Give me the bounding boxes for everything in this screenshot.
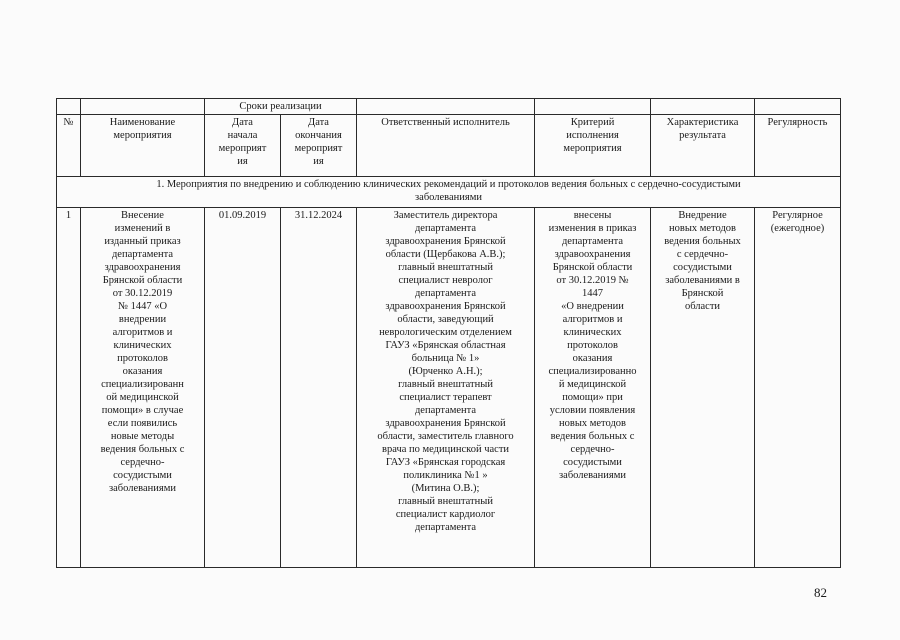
empty-cell [81,99,205,115]
header-criterion: Критерий исполнения мероприятия [535,115,651,177]
empty-cell [651,99,755,115]
column-header-row [57,115,841,177]
header-executor: Ответственный исполнитель [357,115,535,177]
header-end-date: Дата окончания мероприят ия [281,115,357,177]
row-name: Внесение изменений в изданный приказ департамента здравоохранения Брянской области от 30.12.2019 № 1447 «О внедрении алгоритмов и клинических протоколов оказания специализированн ой медицинской помощи» в случае если появились новые методы ведения больных с сердечно- сосудистыми заболеваниями [81,208,205,568]
table-row [57,208,841,568]
empty-cell [57,99,81,115]
row-executor: Заместитель директора департамента здравоохранения Брянской области (Щербакова А.В.); главный внештатный специалист невролог департамента здравоохранения Брянской области, заведующий неврологическим отделением ГАУЗ «Брянская областная больница № 1» (Юрченко А.Н.); главный внештатный специалист терапевт департамента здравоохранения Брянской области, заместитель главного врача по медицинской части ГАУЗ «Брянская городская поликлиника №1 » (Митина О.В.); главный внештатный специалист кардиолог департамента [357,208,535,568]
header-result: Характеристика результата [651,115,755,177]
empty-cell [755,99,841,115]
period-header-row [57,99,841,115]
row-result: Внедрение новых методов ведения больных с сердечно- сосудистыми заболеваниями в Брянской области [651,208,755,568]
row-criterion: внесены изменения в приказ департамента здравоохранения Брянской области от 30.12.2019 № 1447 «О внедрении алгоритмов и клинических протоколов оказания специализированно й медицинской помощи» при условии появления новых методов ведения больных с сердечно- сосудистыми заболеваниями [535,208,651,568]
row-regularity: Регулярное (ежегодное) [755,208,841,568]
header-start-date: Дата начала мероприят ия [205,115,281,177]
row-end-date: 31.12.2024 [281,208,357,568]
row-num: 1 [57,208,81,568]
row-start-date: 01.09.2019 [205,208,281,568]
empty-cell [535,99,651,115]
period-header: Сроки реализации [205,99,357,115]
header-regularity: Регулярность [755,115,841,177]
empty-cell [357,99,535,115]
section-title: 1. Мероприятия по внедрению и соблюдению клинических рекомендаций и протоколов ведения больных с сердечно-сосудистыми заболеваниями [57,177,841,208]
header-num: № [57,115,81,177]
section-row [57,177,841,208]
page-number: 82 [814,585,827,600]
header-name: Наименование мероприятия [81,115,205,177]
action-plan-table [56,98,841,568]
